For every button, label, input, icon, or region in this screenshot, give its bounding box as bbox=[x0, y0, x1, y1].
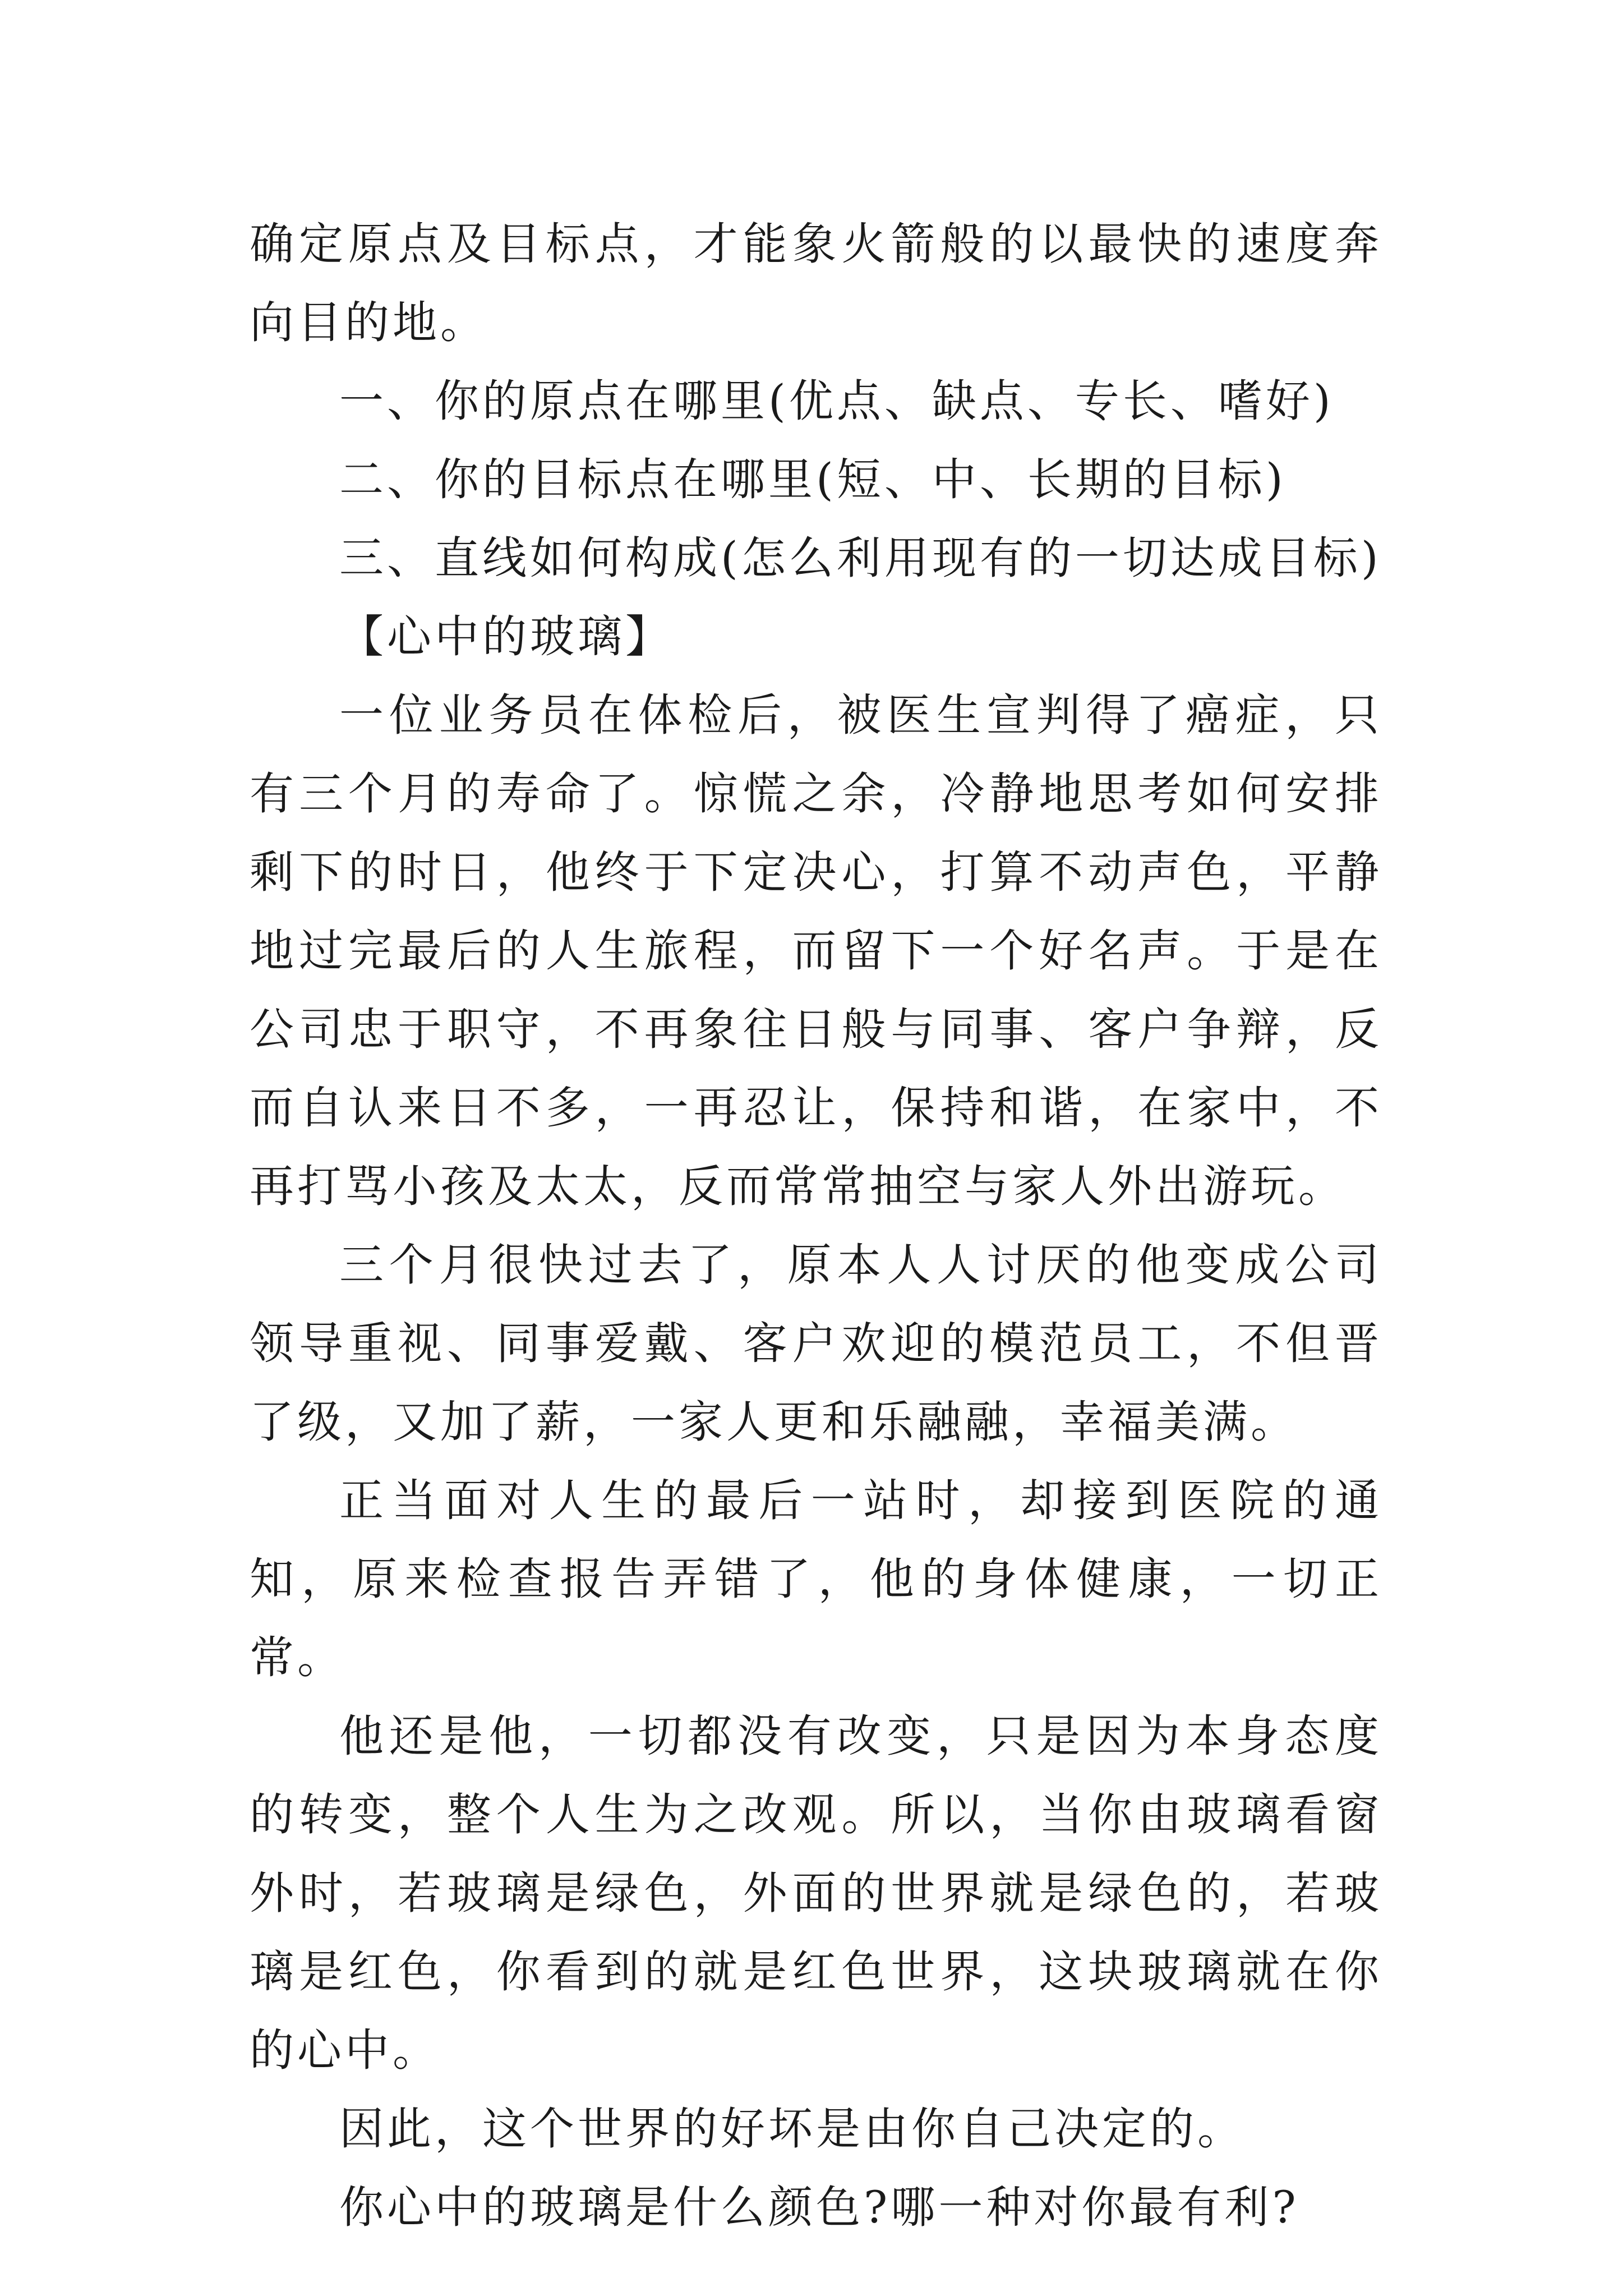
document-body bbox=[250, 205, 1382, 2247]
paragraph-story-start: 一位业务员在体检后，被医生宣判得了癌症，只有三个月的寿命了。惊慌之余，冷静地思考如何安排剩下的时日，他终于下定决心，打算不动声色，平静地过完最后的人生旅程，而留下一个好名声。于是在公司忠于职守，不再象往日般与同事、客户争辩，反而自认来日不多，一再忍让，保持和谐，在家中，不再打骂小孩及太太，反而常常抽空与家人外出游玩。 bbox=[250, 689, 1382, 1212]
paragraph-question: 你心中的玻璃是什么颜色?哪一种对你最有利? bbox=[339, 2182, 1299, 2233]
list-item-origin: 一、你的原点在哪里(优点、缺点、专长、嗜好) bbox=[339, 375, 1334, 427]
paragraph-conclusion: 因此，这个世界的好坏是由你自己决定的。 bbox=[339, 2103, 1245, 2155]
paragraph-hospital-notice: 正当面对人生的最后一站时，却接到医院的通知，原来检查报告弄错了，他的身体健康，一切正常。 bbox=[250, 1475, 1382, 1683]
section-heading: 【心中的玻璃】 bbox=[339, 611, 673, 662]
paragraph-intro-continuation: 确定原点及目标点，才能象火箭般的以最快的速度奔向目的地。 bbox=[250, 218, 1382, 348]
list-item-line: 三、直线如何构成(怎么利用现有的一切达成目标) bbox=[339, 532, 1382, 584]
paragraph-glass-metaphor: 他还是他，一切都没有改变，只是因为本身态度的转变，整个人生为之改观。所以，当你由玻璃看窗外时，若玻璃是绿色，外面的世界就是绿色的，若玻璃是红色，你看到的就是红色世界，这块玻璃就在你的心中。 bbox=[250, 1710, 1382, 2076]
paragraph-three-months: 三个月很快过去了，原本人人讨厌的他变成公司领导重视、同事爱戴、客户欢迎的模范员工，不但晋了级，又加了薪，一家人更和乐融融，幸福美满。 bbox=[250, 1239, 1382, 1448]
list-item-target: 二、你的目标点在哪里(短、中、长期的目标) bbox=[339, 454, 1287, 505]
